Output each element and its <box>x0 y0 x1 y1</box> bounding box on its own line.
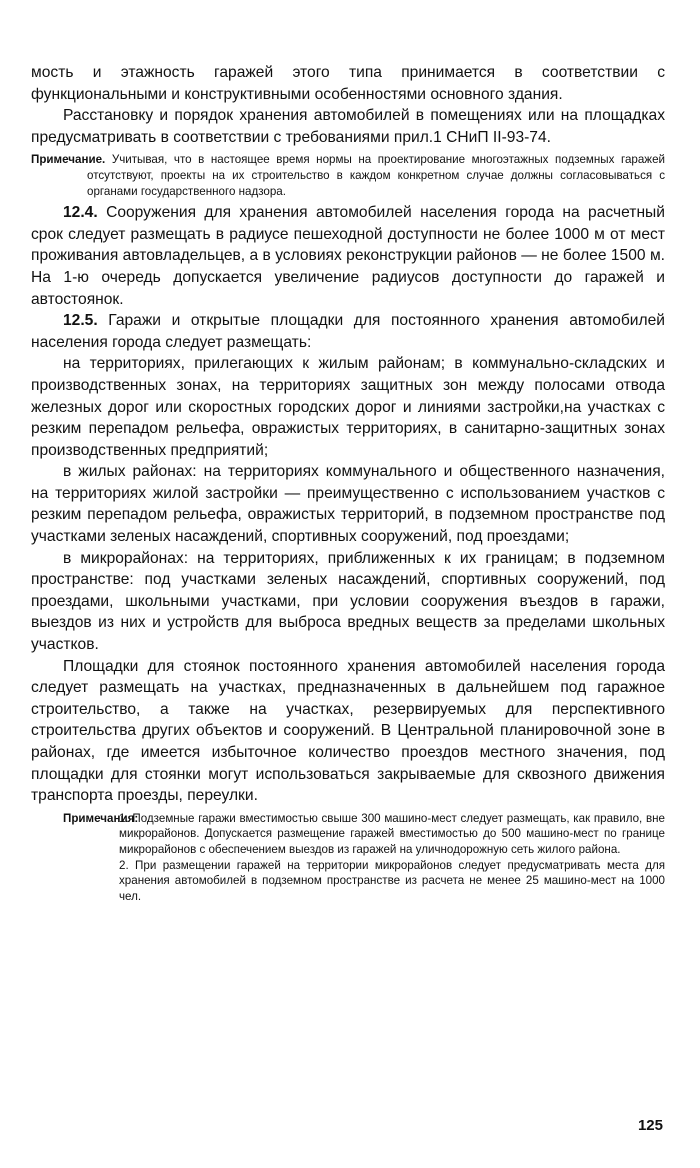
note-item-1: 1. Подземные гаражи вместимостью свыше 300 машино-мест следует размещать, как правило, вне микрорайонов. Допускается размещение гаражей вместимостью до 500 машино-мест по границе микрорайонов с обеспечением выездов из гаражей на уличнодорожную сеть жилого района. <box>119 811 665 856</box>
section-number: 12.4. <box>63 204 98 222</box>
paragraph-parking-lots: Площадки для стоянок постоянного хранения автомобилей населения города следует размещать на участках, предназначенных в дальнейшем под гаражное строительство, а также на участках, резервируемых для перспективного строительства других объектов и сооружений. В Центральной планировочной зоне в районах, где имеется избыточное количество проездов местного значения, под площадки для стоянки могут использоваться закрываемые для сквозного движения транспорта проезды, переулки. <box>31 657 665 805</box>
note-text: Учитывая, что в настоящее время нормы на проектирование многоэтажных подземных гаражей отсутствуют, проекты на их строительство в каждом конкретном случае должны согласовываться с органами государственного надзора. <box>87 153 665 198</box>
note-item-2: 2. При размещении гаражей на территории микрорайонов следует предусматривать места для хранения автомобилей в подземном пространстве из расчета не менее 25 машино-мест на 1000 чел. <box>119 858 665 903</box>
page-number: 125 <box>637 1117 663 1134</box>
section-12-5 <box>31 310 665 353</box>
list-item-territories: на территориях, прилегающих к жилым районам; в коммунально-складских и производственных зонах, на территориях защитных зон между полосами отвода железных дорог или скоростных городских дорог и линиями застройки,на участках с резким перепадом рельефа, овражистых территориях, в санитарно-защитных зонах производственных предприятий; <box>31 355 665 459</box>
note-underground-garages <box>31 152 665 199</box>
document-page <box>31 62 665 904</box>
section-text: Сооружения для хранения автомобилей населения города на расчетный срок следует размещать в радиусе пешеходной доступности не более 1000 м от мест проживания автовладельцев, а в условиях реконструкции районов — не более 1500 м. На 1-ю очередь допускается увеличение радиусов доступности до гаражей и автостоянок. <box>31 204 665 308</box>
section-12-4 <box>31 202 665 310</box>
section-number: 12.5. <box>63 312 98 330</box>
note-label: Примечание. <box>31 153 106 167</box>
list-item-residential-districts: в жилых районах: на территориях коммунального и общественного назначения, на территориях жилой застройки — преимущественно с использованием участков с резким перепадом рельефа, овражистых территорий, в подземном пространстве под участками зеленых насаждений, спортивных сооружений, под проездами; <box>31 463 665 546</box>
list-item-microdistricts: в микрорайонах: на территориях, приближенных к их границам; в подземном пространстве: под участками зеленых насаждений, спортивных сооружений, под проездами, школьными участками, при условии сооружения въездов в гаражи, выездов из них и устройств для выброса вредных веществ за пределами школьных участков. <box>31 549 665 654</box>
paragraph-storage-arrangement: Расстановку и порядок хранения автомобилей в помещениях или на площадках предусматривать в соответствии с требованиями прил.1 СНиП II-93-74. <box>31 107 665 146</box>
section-text: Гаражи и открытые площадки для постоянного хранения автомобилей населения города следует размещать: <box>31 312 665 351</box>
notes-label: Примечания: <box>63 811 139 825</box>
notes-garage-capacity <box>31 811 665 905</box>
paragraph-garage-height: мость и этажность гаражей этого типа принимается в соответствии с функциональными и конструктивными особенностями основного здания. <box>31 64 665 103</box>
